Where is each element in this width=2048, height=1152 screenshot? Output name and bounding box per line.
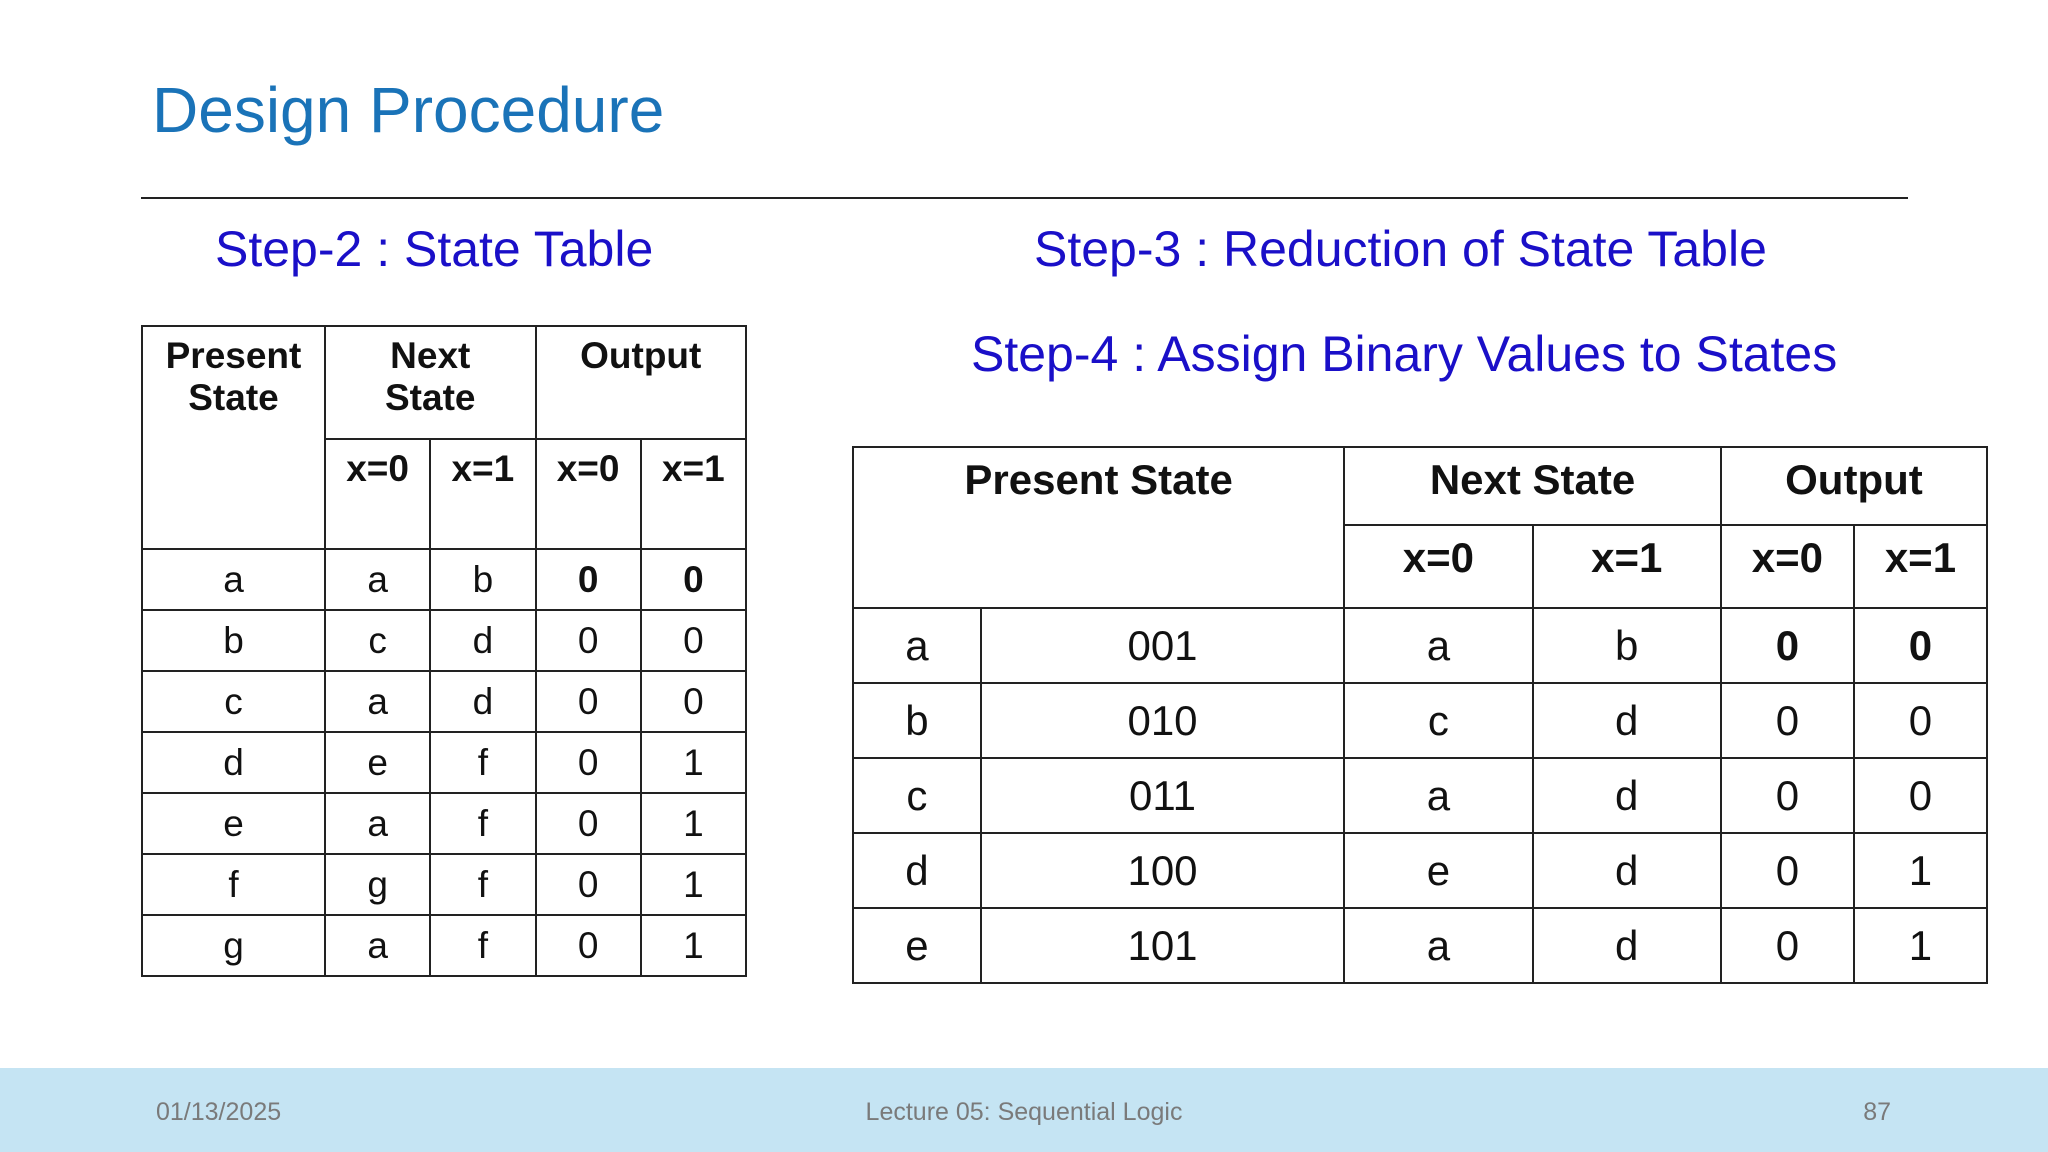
next-state-x0-cell: a bbox=[1344, 908, 1532, 983]
binary-code-cell: 011 bbox=[981, 758, 1344, 833]
table-row bbox=[853, 758, 1987, 833]
output-x0-cell: 0 bbox=[1721, 833, 1854, 908]
output-x0-cell: 0 bbox=[536, 549, 641, 610]
slide-title: Design Procedure bbox=[152, 74, 665, 146]
output-x1-cell: 0 bbox=[1854, 608, 1987, 683]
next-state-x0-cell: g bbox=[325, 854, 430, 915]
output-x1-cell: 0 bbox=[641, 671, 746, 732]
output-x0-cell: 0 bbox=[536, 793, 641, 854]
present-state-cell: c bbox=[142, 671, 325, 732]
present-state-cell: c bbox=[853, 758, 981, 833]
output-x1-cell: 0 bbox=[1854, 683, 1987, 758]
state-table-body bbox=[142, 549, 746, 976]
next-state-x0-cell: a bbox=[325, 915, 430, 976]
step2-heading: Step-2 : State Table bbox=[215, 221, 654, 277]
output-x0-cell: 0 bbox=[1721, 608, 1854, 683]
binary-code-cell: 001 bbox=[981, 608, 1344, 683]
table-row bbox=[142, 549, 746, 610]
binary-assignment-table bbox=[852, 446, 1988, 984]
present-state-header: Present State bbox=[853, 447, 1344, 608]
next-state-x1-cell: d bbox=[1533, 683, 1721, 758]
output-x1-header: x=1 bbox=[641, 439, 746, 549]
table-row bbox=[853, 833, 1987, 908]
next-x1-header: x=1 bbox=[1533, 525, 1721, 608]
output-x1-cell: 0 bbox=[641, 549, 746, 610]
next-state-x0-cell: a bbox=[325, 793, 430, 854]
table-row bbox=[142, 610, 746, 671]
step4-heading: Step-4 : Assign Binary Values to States bbox=[971, 326, 1838, 382]
next-state-x1-cell: d bbox=[430, 610, 535, 671]
output-x1-cell: 1 bbox=[1854, 833, 1987, 908]
next-state-x0-cell: e bbox=[325, 732, 430, 793]
present-state-cell: f bbox=[142, 854, 325, 915]
table-row bbox=[142, 915, 746, 976]
next-x0-header: x=0 bbox=[1344, 525, 1532, 608]
binary-assignment-table-body bbox=[853, 608, 1987, 983]
output-x1-cell: 1 bbox=[641, 732, 746, 793]
next-state-x1-cell: f bbox=[430, 732, 535, 793]
present-state-cell: b bbox=[142, 610, 325, 671]
next-state-header: Next State bbox=[1344, 447, 1721, 525]
output-x1-cell: 1 bbox=[1854, 908, 1987, 983]
present-state-cell: g bbox=[142, 915, 325, 976]
output-x0-cell: 0 bbox=[1721, 683, 1854, 758]
present-state-cell: a bbox=[853, 608, 981, 683]
table-row bbox=[853, 608, 1987, 683]
next-state-label: Next State bbox=[385, 335, 476, 418]
output-x1-cell: 1 bbox=[641, 854, 746, 915]
next-state-x1-cell: b bbox=[430, 549, 535, 610]
output-x1-cell: 0 bbox=[641, 610, 746, 671]
next-state-x1-cell: d bbox=[430, 671, 535, 732]
present-state-cell: d bbox=[142, 732, 325, 793]
footer-page-number: 87 bbox=[1863, 1098, 1891, 1126]
present-state-label: Present State bbox=[165, 335, 302, 418]
table-row bbox=[142, 732, 746, 793]
next-state-x1-cell: f bbox=[430, 915, 535, 976]
output-header: Output bbox=[1721, 447, 1987, 525]
output-x0-cell: 0 bbox=[536, 915, 641, 976]
next-state-x0-cell: e bbox=[1344, 833, 1532, 908]
output-x0-header: x=0 bbox=[1721, 525, 1854, 608]
next-state-x1-cell: b bbox=[1533, 608, 1721, 683]
next-state-x0-cell: a bbox=[1344, 758, 1532, 833]
next-state-x1-cell: d bbox=[1533, 908, 1721, 983]
table-row bbox=[853, 683, 1987, 758]
table-row bbox=[142, 671, 746, 732]
table-row bbox=[142, 854, 746, 915]
next-state-x1-cell: d bbox=[1533, 833, 1721, 908]
table-row bbox=[142, 793, 746, 854]
next-state-x1-cell: d bbox=[1533, 758, 1721, 833]
next-state-x0-cell: a bbox=[325, 549, 430, 610]
output-x0-header: x=0 bbox=[536, 439, 641, 549]
present-state-cell: d bbox=[853, 833, 981, 908]
next-state-x1-cell: f bbox=[430, 854, 535, 915]
output-x0-cell: 0 bbox=[1721, 758, 1854, 833]
next-x0-header: x=0 bbox=[325, 439, 430, 549]
binary-code-cell: 010 bbox=[981, 683, 1344, 758]
title-divider bbox=[141, 197, 1908, 199]
output-x1-cell: 1 bbox=[641, 915, 746, 976]
footer-bar bbox=[0, 1068, 2048, 1152]
output-x0-cell: 0 bbox=[536, 610, 641, 671]
step3-heading: Step-3 : Reduction of State Table bbox=[1034, 221, 1767, 277]
output-x1-cell: 1 bbox=[641, 793, 746, 854]
present-state-cell: e bbox=[142, 793, 325, 854]
binary-code-cell: 100 bbox=[981, 833, 1344, 908]
next-state-x0-cell: a bbox=[325, 671, 430, 732]
present-state-cell: b bbox=[853, 683, 981, 758]
binary-code-cell: 101 bbox=[981, 908, 1344, 983]
present-state-cell: e bbox=[853, 908, 981, 983]
present-state-header bbox=[142, 326, 325, 549]
output-x0-cell: 0 bbox=[536, 854, 641, 915]
output-x0-cell: 0 bbox=[536, 671, 641, 732]
next-state-header bbox=[325, 326, 536, 439]
footer-lecture-title: Lecture 05: Sequential Logic bbox=[865, 1098, 1183, 1126]
state-table bbox=[141, 325, 747, 977]
output-x0-cell: 0 bbox=[1721, 908, 1854, 983]
next-state-x0-cell: c bbox=[1344, 683, 1532, 758]
present-state-cell: a bbox=[142, 549, 325, 610]
table-row bbox=[853, 908, 1987, 983]
next-state-x0-cell: c bbox=[325, 610, 430, 671]
next-x1-header: x=1 bbox=[430, 439, 535, 549]
output-header: Output bbox=[536, 326, 747, 439]
output-x1-header: x=1 bbox=[1854, 525, 1987, 608]
next-state-x0-cell: a bbox=[1344, 608, 1532, 683]
output-x1-cell: 0 bbox=[1854, 758, 1987, 833]
footer-date: 01/13/2025 bbox=[156, 1098, 282, 1126]
output-x0-cell: 0 bbox=[536, 732, 641, 793]
next-state-x1-cell: f bbox=[430, 793, 535, 854]
